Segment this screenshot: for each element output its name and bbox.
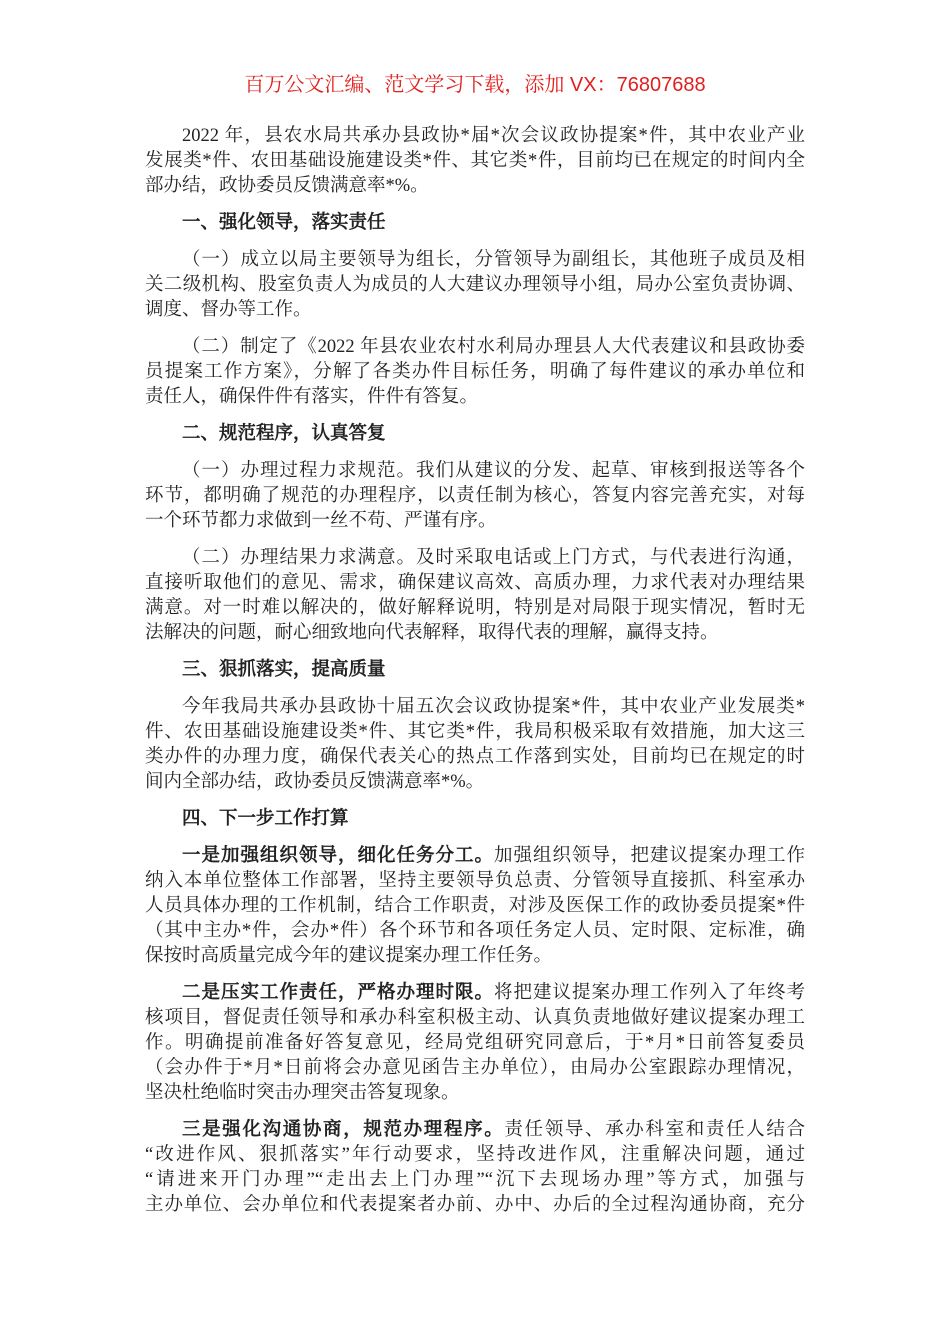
section-heading	[145, 422, 805, 447]
paragraph	[145, 546, 805, 646]
line-text: 加强组织领导，把建议提案办理工作	[494, 846, 805, 866]
line-text: “改进作风、狠抓落实”年行动要求，坚持改进作风，注重解决问题，通过	[145, 1145, 805, 1165]
text-line	[145, 807, 805, 832]
text-line	[145, 596, 805, 621]
text-line	[145, 174, 805, 199]
line-text: 调度、督办等工作。	[145, 300, 312, 320]
paragraph	[145, 695, 805, 795]
line-text: 件、农田基础设施建设类*件、其它类*件，我局积极采取有效措施，加大这三	[145, 722, 805, 742]
text-line	[145, 695, 805, 720]
line-text: 2022 年，县农水局共承办县政协*届*次会议政协提案*件，其中农业产业	[182, 126, 805, 146]
text-line	[145, 1143, 805, 1168]
line-text: 主办单位、会办单位和代表提案者办前、办中、办后的全过程沟通协商，充分	[145, 1195, 805, 1215]
text-line	[145, 894, 805, 919]
text-line	[145, 981, 805, 1006]
text-line	[145, 1006, 805, 1031]
lead-phrase: 三是强化沟通协商，规范办理程序。	[182, 1120, 505, 1140]
text-line	[145, 422, 805, 447]
text-line	[145, 124, 805, 149]
text-line	[145, 211, 805, 236]
line-text: 四、下一步工作打算	[182, 809, 349, 829]
lead-phrase: 二是压实工作责任，严格办理时限。	[182, 983, 494, 1003]
line-text: “请进来开门办理”“走出去上门办理”“沉下去现场办理”等方式，加强与	[145, 1170, 805, 1190]
line-text: 坚决杜绝临时突击办理突击答复现象。	[145, 1083, 460, 1103]
text-line	[145, 248, 805, 273]
paragraph	[145, 459, 805, 534]
line-text: 人员具体办理的工作机制，结合工作职责，对涉及医保工作的政协委员提案*件	[145, 896, 805, 916]
lead-phrase: 一是加强组织领导，细化任务分工。	[182, 846, 494, 866]
line-text: 三、狠抓落实，提高质量	[182, 660, 386, 680]
text-line	[145, 658, 805, 683]
text-line	[145, 720, 805, 745]
text-line	[145, 919, 805, 944]
line-text: 保按时高质量完成今年的建议提案办理工作任务。	[145, 946, 553, 966]
text-line	[145, 1031, 805, 1056]
line-text: 责任领导、承办科室和责任人结合	[504, 1120, 805, 1140]
line-text: 关二级机构、股室负责人为成员的人大建议办理领导小组，局办公室负责协调、	[145, 275, 805, 295]
paragraph	[145, 124, 805, 199]
line-text: 作。明确提前准备好答复意见，经局党组研究同意后，于*月*日前答复委员	[145, 1033, 805, 1053]
line-text: 类办件的办理力度，确保代表关心的热点工作落到实处，目前均已在规定的时	[145, 747, 805, 767]
line-text: 间内全部办结，政协委员反馈满意率*%。	[145, 772, 485, 792]
text-line	[145, 1168, 805, 1193]
text-line	[145, 385, 805, 410]
text-line	[145, 770, 805, 795]
paragraph	[145, 248, 805, 323]
text-line	[145, 546, 805, 571]
line-text: 法解决的问题，耐心细致地向代表解释，取得代表的理解，赢得支持。	[145, 623, 719, 643]
text-line	[145, 944, 805, 969]
text-line	[145, 1081, 805, 1106]
line-text: 一个环节都力求做到一丝不苟、严谨有序。	[145, 511, 497, 531]
line-text: 部办结，政协委员反馈满意率*%。	[145, 176, 429, 196]
section-heading	[145, 658, 805, 683]
text-line	[145, 869, 805, 894]
text-line	[145, 844, 805, 869]
paragraph	[145, 1118, 805, 1218]
line-text: 环节，都明确了规范的办理程序，以责任制为核心，答复内容完善充实，对每	[145, 486, 805, 506]
line-text: 今年我局共承办县政协十届五次会议政协提案*件，其中农业产业发展类*	[182, 697, 805, 717]
line-text: 发展类*件、农田基础设施建设类*件、其它类*件，目前均已在规定的时间内全	[145, 151, 805, 171]
text-line	[145, 273, 805, 298]
document-body	[145, 124, 805, 1230]
line-text: 纳入本单位整体工作部署，坚持主要领导负总责、分管领导直接抓、科室承办	[145, 871, 805, 891]
paragraph	[145, 981, 805, 1106]
line-text: 员提案工作方案》，分解了各类办件目标任务，明确了每件建议的承办单位和	[145, 362, 805, 382]
section-heading	[145, 211, 805, 236]
text-line	[145, 571, 805, 596]
section-heading	[145, 807, 805, 832]
text-line	[145, 484, 805, 509]
line-text: 满意。对一时难以解决的，做好解释说明，特别是对局限于现实情况，暂时无	[145, 598, 805, 618]
line-text: （二）制定了《2022 年县农业农村水利局办理县人大代表建议和县政协委	[182, 337, 805, 357]
line-text: 二、规范程序，认真答复	[182, 424, 386, 444]
text-line	[145, 360, 805, 385]
watermark-banner: 百万公文汇编、范文学习下载，添加 VX：76807688	[244, 74, 706, 96]
text-line	[145, 1056, 805, 1081]
text-line	[145, 1193, 805, 1218]
line-text: 核项目，督促责任领导和承办科室积极主动、认真负责地做好建议提案办理工	[145, 1008, 805, 1028]
text-line	[145, 621, 805, 646]
line-text: （一）办理过程力求规范。我们从建议的分发、起草、审核到报送等各个	[182, 461, 805, 481]
text-line	[145, 298, 805, 323]
line-text: （二）办理结果力求满意。及时采取电话或上门方式，与代表进行沟通，	[182, 548, 805, 568]
line-text: 将把建议提案办理工作列入了年终考	[494, 983, 805, 1003]
line-text: （一）成立以局主要领导为组长，分管领导为副组长，其他班子成员及相	[182, 250, 805, 270]
text-line	[145, 335, 805, 360]
line-text: 一、强化领导，落实责任	[182, 213, 386, 233]
text-line	[145, 745, 805, 770]
text-line	[145, 509, 805, 534]
text-line	[145, 459, 805, 484]
line-text: （其中主办*件，会办*件）各个环节和各项任务定人员、定时限、定标准，确	[145, 921, 805, 941]
line-text: 责任人，确保件件有落实，件件有答复。	[145, 387, 479, 407]
text-line	[145, 149, 805, 174]
text-line	[145, 1118, 805, 1143]
line-text: （会办件于*月*日前将会办意见函告主办单位），由局办公室跟踪办理情况，	[145, 1058, 805, 1078]
line-text: 直接听取他们的意见、需求，确保建议高效、高质办理，力求代表对办理结果	[145, 573, 805, 593]
paragraph	[145, 844, 805, 969]
paragraph	[145, 335, 805, 410]
